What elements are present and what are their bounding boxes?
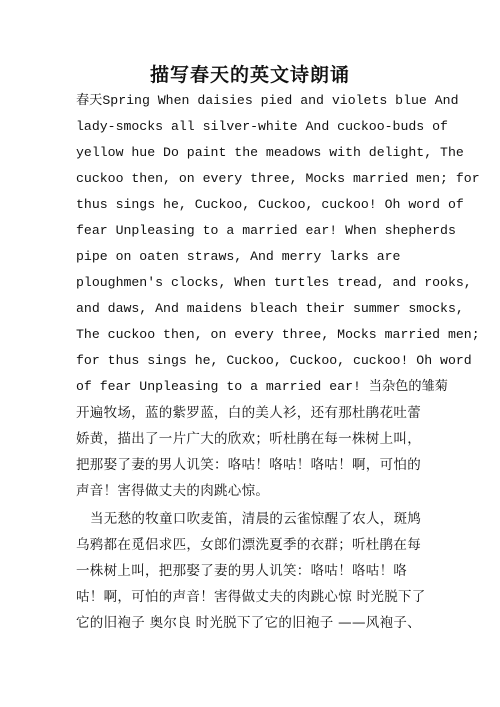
text-line: 把那娶了妻的男人讥笑：咯咕！咯咕！咯咕！啊，可怕的	[76, 457, 421, 473]
text-line: 当无愁的牧童口吹麦笛，清晨的云雀惊醒了农人，斑鸠	[90, 511, 422, 527]
text-line: lady-smocks all silver-white And cuckoo-buds of	[76, 119, 448, 134]
text-line: and daws, And maidens bleach their summer smocks,	[76, 301, 464, 316]
text-line: 乌鸦都在觅侣求匹，女郎们漂洗夏季的衣群；听杜鹃在每	[76, 537, 421, 553]
text-line: 声音！害得做丈夫的肉跳心惊。	[76, 483, 270, 499]
text-line: 它的旧袍子 奥尔良 时光脱下了它的旧袍子 ——风袍子、	[76, 615, 421, 631]
text-line: fear Unpleasing to a married ear! When shepherds	[76, 223, 456, 238]
text-line: 一株树上叫，把那娶了妻的男人讥笑：咯咕！咯咕！咯	[76, 563, 408, 579]
document-title: 描写春天的英文诗朗诵	[149, 64, 350, 86]
text-line: The cuckoo then, on every three, Mocks married men;	[76, 327, 480, 342]
text-line: 咕！啊，可怕的声音！害得做丈夫的肉跳心惊 时光脱下了	[76, 589, 426, 605]
text-line: cuckoo then, on every three, Mocks married men; for	[76, 171, 480, 186]
text-line: yellow hue Do paint the meadows with delight, The	[76, 145, 464, 160]
text-line: ploughmen's clocks, When turtles tread, and rooks,	[76, 275, 472, 290]
text-line: 开遍牧场，蓝的紫罗蓝，白的美人衫，还有那杜鹃花吐蕾	[76, 405, 421, 421]
text-line: for thus sings he, Cuckoo, Cuckoo, cuckoo! Oh word	[76, 353, 472, 368]
text-line: pipe on oaten straws, And merry larks are	[76, 249, 401, 264]
text-line: thus sings he, Cuckoo, Cuckoo, cuckoo! Oh word of	[76, 197, 464, 212]
text-line: of fear Unpleasing to a married ear! 当杂色的雏菊	[76, 379, 448, 394]
text-line: 娇黄，描出了一片广大的欣欢；听杜鹃在每一株树上叫，	[76, 431, 421, 447]
text-line: 春天Spring When daisies pied and violets blue And	[76, 93, 459, 108]
